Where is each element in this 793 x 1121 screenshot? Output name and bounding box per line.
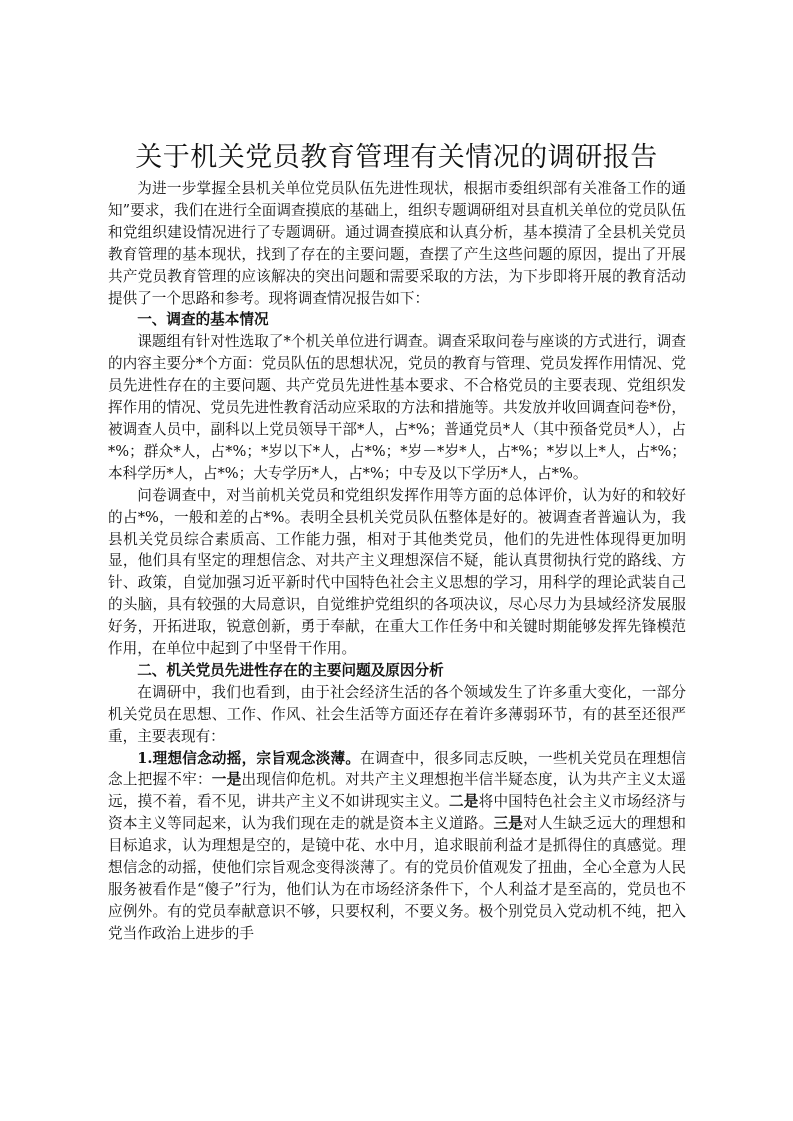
page-title: 关于机关党员教育管理有关情况的调研报告	[135, 142, 658, 173]
section-heading-1: 一、调查的基本情况	[137, 311, 269, 329]
item1-text-1: 在调查中，很多同志反映，一些机关党员在理想信念上把握不牢：	[108, 749, 686, 789]
intro-paragraph: 为进一步掌握全县机关单位党员队伍先进性现状，根据市委组织部有关准备工作的通知”要求，我们在进行全面调查摸底的基础上，组织专题调研组对县直机关单位的党员队伍和党组织建设情况进行了专题调研。通过调查摸底和认真分析，基本摸清了全县机关党员教育管理的基本现状，找到了存在的主要问题，查摆了产生这些问题的原因，提出了开展共产党员教育管理的应该解决的突出问题和需要采取的方法，为下步即将开展的教育活动提供了一个思路和参考。现将调查情况报告如下：	[108, 180, 686, 307]
item1-ordinal-2: 二是	[448, 793, 479, 811]
item1-ordinal-1: 一是	[211, 771, 242, 789]
section2-paragraph-1: 在调研中，我们也看到，由于社会经济生活的各个领域发生了许多重大变化，一部分机关党员在思想、工作、作风、社会生活等方面还存在着许多薄弱环节，有的甚至还很严重，主要表现有：	[108, 683, 686, 745]
section2-item-1	[108, 748, 686, 945]
section1-paragraph-2: 问卷调查中，对当前机关党员和党组织发挥作用等方面的总体评价，认为好的和较好的占*%，一般和差的占*%。表明全县机关党员队伍整体是好的。被调查者普遍认为，我县机关党员综合素质高、工作能力强，相对于其他类党员，他们的先进性体现得更加明显，他们具有坚定的理想信念、对共产主义理想深信不疑，能认真贯彻执行党的路线、方针、政策，自觉加强习近平新时代中国特色社会主义思想的学习，用科学的理论武装自己的头脑，具有较强的大局意识，自觉维护党组织的各项决议，尽心尽力为县域经济发展服好务，开拓进取，锐意创新，勇于奉献，在重大工作任务中和关键时期能够发挥先锋模范作用，在单位中起到了中坚骨干作用。	[108, 486, 686, 658]
item1-ordinal-3: 三是	[493, 815, 524, 833]
item1-lead: 1.理想信念动摇，宗旨观念淡薄。	[137, 749, 361, 767]
section1-paragraph-1: 课题组有针对性选取了*个机关单位进行调查。调查采取问卷与座谈的方式进行，调查的内容主要分*个方面：党员队伍的思想状况，党员的教育与管理、党员发挥作用情况、党员先进性存在的主要问题、共产党员先进性基本要求、不合格党员的主要表现、党组织发挥作用的情况、党员先进性教育活动应采取的方法和措施等。共发放并收回调查问卷*份，被调查人员中，副科以上党员领导干部*人，占*%；普通党员*人（其中预备党员*人），占*%；群众*人，占*%；*岁以下*人，占*%；*岁－*岁*人，占*%；*岁以上*人，占*%；本科学历*人，占*%；大专学历*人，占*%；中专及以下学历*人，占*%。	[108, 333, 686, 482]
section-heading-2: 二、机关党员先进性存在的主要问题及原因分析	[137, 661, 444, 679]
document-body	[108, 178, 686, 945]
item1-text-2: 出现信仰危机。对共产主义理想抱半信半疑态度，认为共产主义太遥远，摸不着，看不见，讲共产主义不如讲现实主义。	[108, 771, 686, 811]
item1-text-4: 对人生缺乏远大的理想和目标追求，认为理想是空的，是镜中花、水中月，追求眼前利益才是抓得住的真感觉。理想信念的动摇，使他们宗旨观念变得淡薄了。有的党员价值观发了扭曲，全心全意为人民服务被看作是“傻子”行为，他们认为在市场经济条件下，个人利益才是至高的，党员也不应例外。有的党员奉献意识不够，只要权利，不要义务。极个别党员入党动机不纯，把入党当作政治上进步的手	[108, 815, 686, 942]
item1-text-3: 将中国特色社会主义市场经济与资本主义等同起来，认为我们现在走的就是资本主义道路。	[108, 793, 686, 833]
